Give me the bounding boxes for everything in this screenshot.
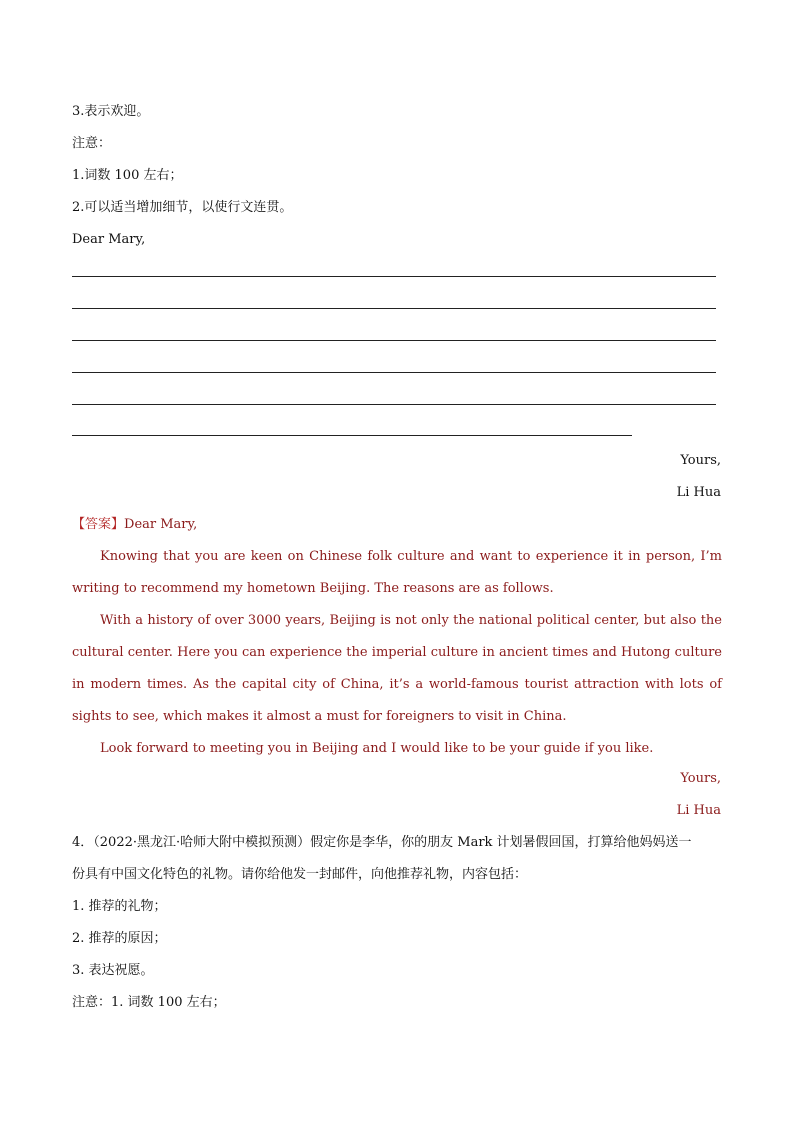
question-4-line-1: 4．（2022·黑龙江·哈师大附中模拟预测）假定你是李华，你的朋友 Mark 计划暑假回国，打算给他妈妈送一 [72,835,692,850]
answer-header [72,517,197,533]
answer-salutation: Dear Mary, [124,517,198,532]
signoff-yours: Yours, [680,453,721,468]
note-word-count: 1.词数 100 左右； [72,168,183,183]
writing-line [72,435,632,436]
question-4-item-2: 2. 推荐的原因； [72,931,167,946]
answer-paragraph-2: With a history of over 3000 years, Beijing is not only the national political center, but also the cultural center. Here you can experience the imperial culture in ancient times and Hutong culture in modern times. As the capital city of China, it’s a world-famous tourist attraction with lots of sights to see, which makes it almost a must for foreigners to visit in China. [72,613,722,724]
note-add-details: 2.可以适当增加细节，以使行文连贯。 [72,200,293,215]
answer-paragraph-3: Look forward to meeting you in Beijing and I would like to be your guide if you like. [100,741,654,756]
answer-signoff-yours: Yours, [680,771,721,786]
writing-line [72,276,716,277]
task-item-3: 3.表示欢迎。 [72,104,150,119]
note-label: 注意： [72,136,112,151]
answer-signoff-name: Li Hua [676,803,721,818]
writing-line [72,308,716,309]
question-4-note: 注意：1. 词数 100 左右； [72,995,226,1010]
answer-paragraph-1: Knowing that you are keen on Chinese folk culture and want to experience it in person, I’m writing to recommend my hometown Beijing. The reasons are as follows. [72,549,722,596]
answer-tag: 【答案】 [72,517,125,532]
question-4-item-1: 1. 推荐的礼物； [72,899,167,914]
writing-line [72,404,716,405]
writing-line [72,340,716,341]
question-4-line-2: 份具有中国文化特色的礼物。请你给他发一封邮件，向他推荐礼物，内容包括： [72,867,528,882]
writing-line [72,372,716,373]
letter-salutation: Dear Mary, [72,232,146,247]
question-4-item-3: 3. 表达祝愿。 [72,963,154,978]
signoff-name: Li Hua [676,485,721,500]
